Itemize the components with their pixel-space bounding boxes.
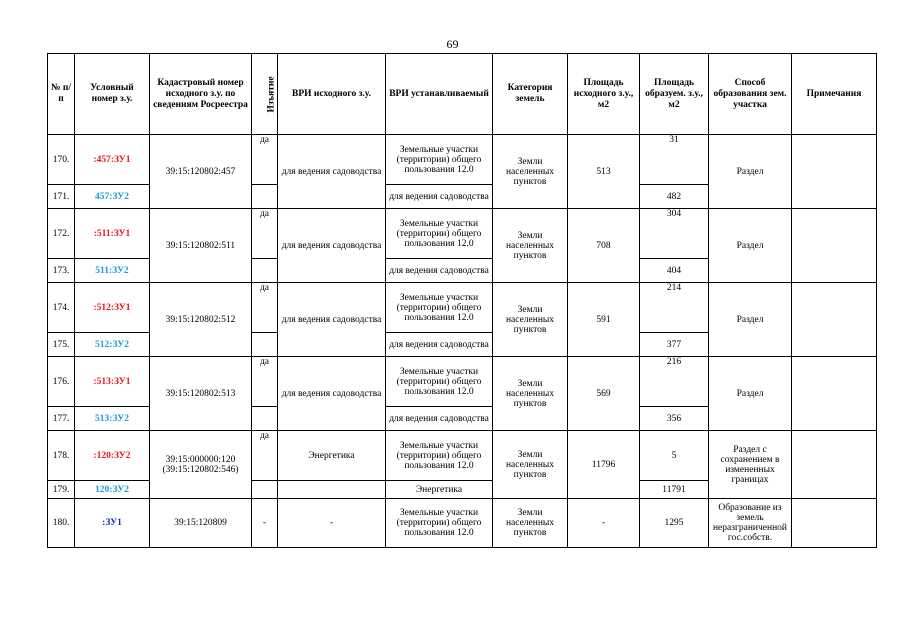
header-cadastral-number: Кадастровый номер исходного з.у. по сведениям Росреестра xyxy=(150,54,252,135)
vri-new: Земельные участки (территории) общего пользования 12.0 xyxy=(386,209,493,259)
header-category: Категория земель xyxy=(493,54,568,135)
formation-method: Образование из земель неразграниченной гос.собств. xyxy=(709,499,792,548)
header-vri-source: ВРИ исходного з.у. xyxy=(278,54,386,135)
area-source: 513 xyxy=(568,135,640,209)
seizure-value xyxy=(252,259,278,283)
conditional-number: 513:ЗУ2 xyxy=(75,407,150,431)
header-method: Способ образования зем. участка xyxy=(709,54,792,135)
seizure-value xyxy=(252,185,278,209)
row-number: 178. xyxy=(48,431,75,481)
table-row xyxy=(48,135,877,185)
conditional-number: 512:ЗУ2 xyxy=(75,333,150,357)
cadastral-number: 39:15:120809 xyxy=(150,499,252,548)
vri-new: Земельные участки (территории) общего пользования 12.0 xyxy=(386,431,493,481)
conditional-number: :ЗУ1 xyxy=(75,499,150,548)
vri-new: для ведения садоводства xyxy=(386,259,493,283)
area-source: 11796 xyxy=(568,431,640,499)
conditional-number: :511:ЗУ1 xyxy=(75,209,150,259)
notes-cell xyxy=(792,431,877,499)
notes-cell xyxy=(792,357,877,431)
row-number: 180. xyxy=(48,499,75,548)
row-number: 172. xyxy=(48,209,75,259)
cadastral-number: 39:15:120802:512 xyxy=(150,283,252,357)
seizure-value xyxy=(252,481,278,499)
seizure-value: да xyxy=(252,135,278,185)
area-new: 5 xyxy=(640,431,709,481)
vri-new: для ведения садоводства xyxy=(386,333,493,357)
vri-source xyxy=(278,481,386,499)
area-source: 708 xyxy=(568,209,640,283)
area-new: 404 xyxy=(640,259,709,283)
conditional-number: 457:ЗУ2 xyxy=(75,185,150,209)
notes-cell xyxy=(792,135,877,209)
area-new: 214 xyxy=(640,283,709,333)
land-plots-table xyxy=(47,53,877,548)
cadastral-number: 39:15:120802:511 xyxy=(150,209,252,283)
vri-new: Земельные участки (территории) общего пользования 12.0 xyxy=(386,283,493,333)
vri-new: для ведения садоводства xyxy=(386,407,493,431)
conditional-number: :513:ЗУ1 xyxy=(75,357,150,407)
header-area-new: Площадь образуем. з.у., м2 xyxy=(640,54,709,135)
area-new: 356 xyxy=(640,407,709,431)
area-source: - xyxy=(568,499,640,548)
land-category: Земли населенных пунктов xyxy=(493,357,568,431)
vri-new: Энергетика xyxy=(386,481,493,499)
area-new: 216 xyxy=(640,357,709,407)
area-new: 377 xyxy=(640,333,709,357)
conditional-number: :512:ЗУ1 xyxy=(75,283,150,333)
row-number: 175. xyxy=(48,333,75,357)
formation-method: Раздел xyxy=(709,135,792,209)
vri-new: для ведения садоводства xyxy=(386,185,493,209)
cadastral-number: 39:15:120802:457 xyxy=(150,135,252,209)
vri-source: для ведения садоводства xyxy=(278,357,386,431)
page-number: 69 xyxy=(446,37,459,51)
row-number: 173. xyxy=(48,259,75,283)
vri-new: Земельные участки (территории) общего пользования 12.0 xyxy=(386,357,493,407)
notes-cell xyxy=(792,209,877,283)
notes-cell xyxy=(792,499,877,548)
vri-source: Энергетика xyxy=(278,431,386,481)
area-new: 31 xyxy=(640,135,709,185)
conditional-number: :120:ЗУ2 xyxy=(75,431,150,481)
header-area-source: Площадь исходного з.у., м2 xyxy=(568,54,640,135)
row-number: 177. xyxy=(48,407,75,431)
seizure-value: да xyxy=(252,357,278,407)
row-number: 171. xyxy=(48,185,75,209)
formation-method: Раздел xyxy=(709,357,792,431)
conditional-number: 120:ЗУ2 xyxy=(75,481,150,499)
table-row xyxy=(48,283,877,333)
land-category: Земли населенных пунктов xyxy=(493,499,568,548)
header-seizure: Изъятие xyxy=(252,54,278,135)
table-row xyxy=(48,357,877,407)
table-row xyxy=(48,431,877,481)
header-conditional-number: Условный номер з.у. xyxy=(75,54,150,135)
row-number: 176. xyxy=(48,357,75,407)
cadastral-number: 39:15:120802:513 xyxy=(150,357,252,431)
seizure-value: да xyxy=(252,283,278,333)
conditional-number: :457:ЗУ1 xyxy=(75,135,150,185)
area-source: 591 xyxy=(568,283,640,357)
vri-new: Земельные участки (территории) общего пользования 12.0 xyxy=(386,499,493,548)
seizure-value xyxy=(252,333,278,357)
land-category: Земли населенных пунктов xyxy=(493,283,568,357)
vri-source: - xyxy=(278,499,386,548)
header-notes: Примечания xyxy=(792,54,877,135)
row-number: 170. xyxy=(48,135,75,185)
land-category: Земли населенных пунктов xyxy=(493,431,568,499)
seizure-value: да xyxy=(252,209,278,259)
formation-method: Раздел xyxy=(709,209,792,283)
seizure-value: - xyxy=(252,499,278,548)
land-category: Земли населенных пунктов xyxy=(493,135,568,209)
vri-new: Земельные участки (территории) общего пользования 12.0 xyxy=(386,135,493,185)
formation-method: Раздел с сохранением в измененных границах xyxy=(709,431,792,499)
vri-source: для ведения садоводства xyxy=(278,283,386,357)
seizure-value xyxy=(252,407,278,431)
row-number: 179. xyxy=(48,481,75,499)
row-number: 174. xyxy=(48,283,75,333)
header-row xyxy=(48,54,877,135)
vri-source: для ведения садоводства xyxy=(278,209,386,283)
table-row xyxy=(48,499,877,548)
land-category: Земли населенных пунктов xyxy=(493,209,568,283)
area-new: 1295 xyxy=(640,499,709,548)
area-new: 304 xyxy=(640,209,709,259)
seizure-value: да xyxy=(252,431,278,481)
area-source: 569 xyxy=(568,357,640,431)
header-vri-new: ВРИ устанавливаемый xyxy=(386,54,493,135)
table-row xyxy=(48,209,877,259)
notes-cell xyxy=(792,283,877,357)
vri-source: для ведения садоводства xyxy=(278,135,386,209)
conditional-number: 511:ЗУ2 xyxy=(75,259,150,283)
formation-method: Раздел xyxy=(709,283,792,357)
area-new: 482 xyxy=(640,185,709,209)
cadastral-number: 39:15:000000:120 (39:15:120802:546) xyxy=(150,431,252,499)
header-num: № п/п xyxy=(48,54,75,135)
area-new: 11791 xyxy=(640,481,709,499)
